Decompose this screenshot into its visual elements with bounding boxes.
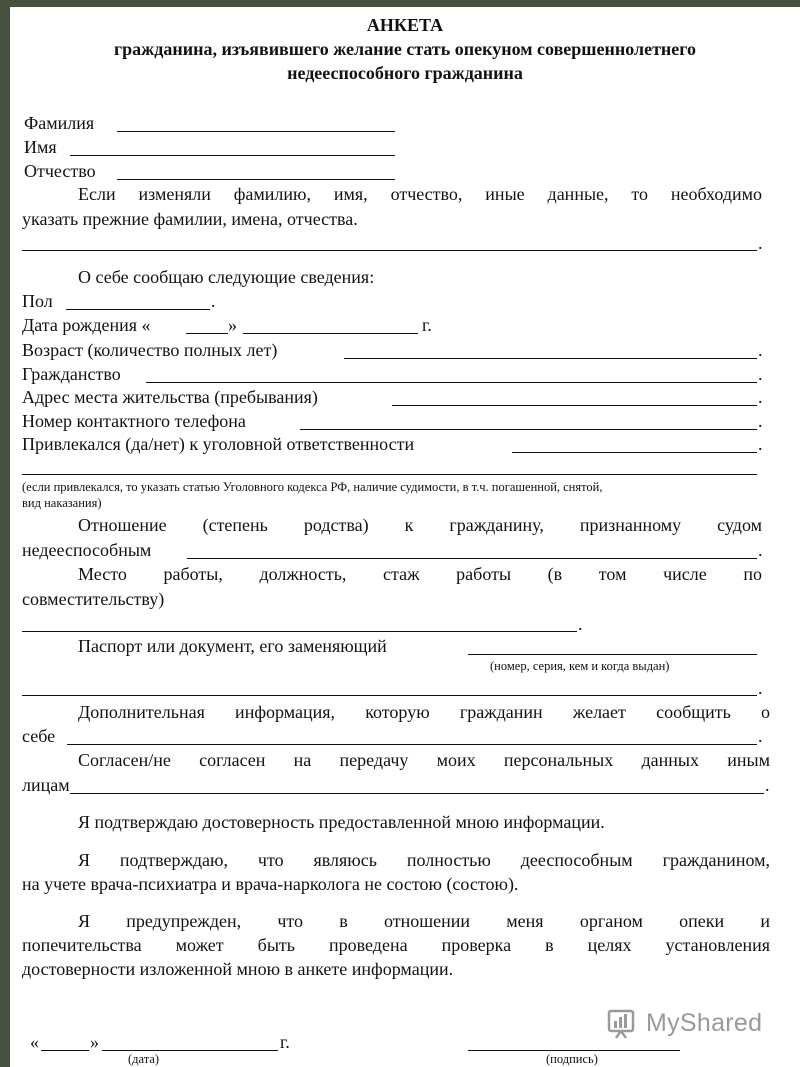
- citizenship-period: .: [758, 364, 763, 384]
- consent-text-line1: Согласен/не согласен на передачу моих персональных данных иным: [78, 750, 770, 770]
- footer-date-quote-close: »: [90, 1032, 99, 1052]
- relation-period: .: [758, 540, 763, 560]
- birth-day-input-line[interactable]: [186, 333, 228, 334]
- work-text-line1: Место работы, должность, стаж работы (в том числе по: [78, 564, 762, 584]
- footer-month-year-input-line[interactable]: [102, 1050, 278, 1051]
- criminal-details-input-line[interactable]: [22, 474, 757, 475]
- signature-caption: (подпись): [546, 1052, 598, 1066]
- criminal-label: Привлекался (да/нет) к уголовной ответственности: [22, 434, 415, 454]
- work-period: .: [578, 614, 583, 634]
- phone-input-line[interactable]: [300, 429, 757, 430]
- sex-period: .: [211, 291, 216, 311]
- phone-period: .: [758, 411, 763, 431]
- document-subtitle-line1: гражданина, изъявившего желание стать опекуном совершеннолетнего: [113, 39, 697, 59]
- work-text-line2: совместительству): [22, 589, 165, 609]
- birth-date-quote-close: »: [228, 315, 237, 335]
- relation-text-line1: Отношение (степень родства) к гражданину, признанному судом: [78, 515, 762, 535]
- frame-top: [0, 0, 800, 7]
- footer-day-input-line[interactable]: [41, 1050, 89, 1051]
- birth-date-label: Дата рождения «: [22, 315, 151, 335]
- patronymic-label: Отчество: [24, 161, 96, 181]
- birth-month-year-input-line[interactable]: [243, 333, 418, 334]
- passport-note: (номер, серия, кем и когда выдан): [490, 659, 670, 673]
- capable-statement-line1: Я подтверждаю, что являюсь полностью дееспособным гражданином,: [78, 850, 770, 870]
- warned-statement-line2: попечительства может быть проведена проверка в целях установления: [22, 935, 770, 955]
- citizenship-label: Гражданство: [22, 364, 121, 384]
- consent-text-line2: лицам: [22, 775, 70, 795]
- additional-period: .: [758, 726, 763, 746]
- changed-name-text-line2: указать прежние фамилии, имена, отчества.: [22, 209, 358, 229]
- myshared-logo-icon: [606, 1006, 640, 1040]
- passport-details-input-line[interactable]: [22, 695, 757, 696]
- sex-label: Пол: [22, 291, 53, 311]
- date-caption: (дата): [128, 1052, 160, 1066]
- footer-year-suffix: г.: [280, 1032, 290, 1052]
- warned-statement-line3: достоверности изложенной мною в анкете информации.: [22, 959, 454, 979]
- age-label: Возраст (количество полных лет): [22, 340, 278, 360]
- address-label: Адрес места жительства (пребывания): [22, 387, 318, 407]
- changed-name-text-line1: Если изменяли фамилию, имя, отчество, иные данные, то необходимо: [78, 184, 762, 204]
- criminal-note-line1: (если привлекался, то указать статью Уголовного кодекса РФ, наличие судимости, в т.ч. погашенной, снятой,: [22, 480, 603, 494]
- confirm-accuracy-statement: Я подтверждаю достоверность предоставленной мною информации.: [78, 812, 605, 832]
- address-period: .: [758, 387, 763, 407]
- relation-text-line2: недееспособным: [22, 540, 152, 560]
- additional-text-line1: Дополнительная информация, которую гражданин желает сообщить о: [78, 702, 770, 722]
- document-subtitle-line2: недееспособного гражданина: [287, 63, 523, 83]
- patronymic-input-line[interactable]: [117, 179, 395, 180]
- myshared-watermark: [606, 1006, 762, 1040]
- consent-input-line[interactable]: [70, 793, 764, 794]
- name-input-line[interactable]: [70, 155, 395, 156]
- consent-period: .: [765, 775, 770, 795]
- previous-names-period: .: [758, 233, 763, 253]
- additional-input-line[interactable]: [67, 744, 757, 745]
- criminal-period: .: [758, 434, 763, 454]
- document-title: АНКЕТА: [366, 15, 444, 35]
- work-input-line[interactable]: [22, 631, 577, 632]
- age-period: .: [758, 340, 763, 360]
- criminal-note-line2: вид наказания): [22, 496, 102, 510]
- name-label: Имя: [24, 137, 57, 157]
- previous-names-input-line[interactable]: [22, 250, 757, 251]
- footer-date-quote-open: «: [30, 1032, 39, 1052]
- document-page: [10, 7, 800, 1067]
- capable-statement-line2: на учете врача-психиатра и врача-нарколога не состою (состою).: [22, 874, 519, 894]
- warned-statement-line1: Я предупрежден, что в отношении меня органом опеки и: [78, 911, 770, 931]
- relation-input-line[interactable]: [187, 558, 757, 559]
- additional-text-line2: себе: [22, 726, 56, 746]
- sex-input-line[interactable]: [66, 309, 210, 310]
- surname-input-line[interactable]: [117, 131, 395, 132]
- citizenship-input-line[interactable]: [146, 382, 757, 383]
- phone-label: Номер контактного телефона: [22, 411, 246, 431]
- address-input-line[interactable]: [392, 405, 757, 406]
- surname-label: Фамилия: [24, 113, 95, 133]
- passport-period: .: [758, 678, 763, 698]
- about-intro: О себе сообщаю следующие сведения:: [78, 267, 375, 287]
- myshared-brand-text: MyShared: [646, 1008, 763, 1037]
- criminal-input-line[interactable]: [512, 452, 757, 453]
- frame-left: [0, 0, 10, 1067]
- signature-input-line[interactable]: [468, 1050, 680, 1051]
- passport-input-line[interactable]: [468, 654, 757, 655]
- birth-year-suffix: г.: [422, 315, 432, 335]
- age-input-line[interactable]: [344, 358, 757, 359]
- passport-label: Паспорт или документ, его заменяющий: [78, 636, 387, 656]
